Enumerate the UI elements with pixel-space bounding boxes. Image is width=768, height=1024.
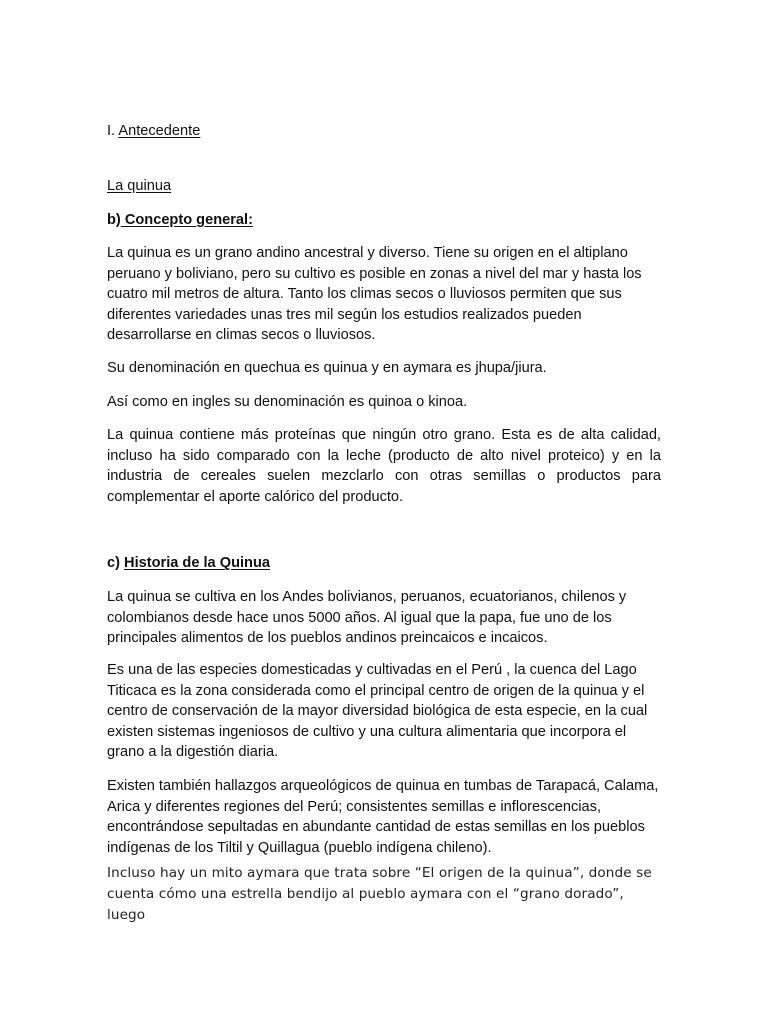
historia-paragraph-3: Existen también hallazgos arqueológicos de quinua en tumbas de Tarapacá, Calama, Arica y diferentes regiones del Perú; consistentes semillas e inflorescencias, encontrándose sepultadas en abundante cantidad de estas semillas en los pueblos indígenas de los Tiltil y Quillagua (pueblo indígena chileno).	[107, 778, 659, 856]
historia-heading-text: Historia de la Quinua	[124, 555, 270, 571]
concepto-heading	[107, 210, 253, 231]
concepto-heading-text: Concepto general:	[120, 212, 253, 228]
concepto-paragraph-1: La quinua es un grano andino ancestral y diverso. Tiene su origen en el altiplano peruano y boliviano, pero su cultivo es posible en zonas a nivel del mar y hasta los cuatro mil metros de altura. Tanto los climas secos o lluviosos permiten que sus diferentes variedades unas tres mil según los estudios realizados pueden desarrollarse en climas secos o lluviosos.	[107, 245, 642, 343]
section-heading	[107, 121, 200, 142]
concepto-prefix: b)	[107, 212, 121, 228]
concepto-paragraph-2: Su denominación en quechua es quinua y en aymara es jhupa/jiura.	[107, 360, 547, 376]
historia-paragraph-1: La quinua se cultiva en los Andes bolivianos, peruanos, ecuatorianos, chilenos y colombianos desde hace unos 5000 años. Al igual que la papa, fue uno de los principales alimentos de los pueblos andinos preincaicos e incaicos.	[107, 589, 627, 646]
concepto-paragraph-4: La quinua contiene más proteínas que ningún otro grano. Esta es de alta calidad, incluso ha sido comparado con la leche (producto de alto nivel proteico) y en la industria de cereales suelen mezclarlo con otras semillas o productos para complementar el aporte calórico del producto.	[107, 427, 661, 505]
historia-prefix: c)	[107, 555, 125, 571]
historia-paragraph-2: Es una de las especies domesticadas y cultivadas en el Perú , la cuenca del Lago Titicaca es la zona considerada como el principal centro de origen de la quinua y el centro de conservación de la mayor diversidad biológica de esta especie, en la cual existen sistemas ingeniosos de cultivo y una cultura alimentaria que incorpora el grano a la digestión diaria.	[107, 662, 648, 760]
concepto-paragraph-3: Así como en ingles su denominación es quinoa o kinoa.	[107, 394, 468, 410]
topic-title: La quinua	[107, 178, 172, 194]
historia-paragraph-4: Incluso hay un mito aymara que trata sobre “El origen de la quinua”, donde se cuenta cómo una estrella bendijo al pueblo aymara con el “grano dorado”, luego	[107, 865, 652, 923]
historia-heading	[107, 553, 270, 574]
section-title: Antecedente	[118, 123, 201, 139]
section-number: I.	[107, 123, 116, 139]
